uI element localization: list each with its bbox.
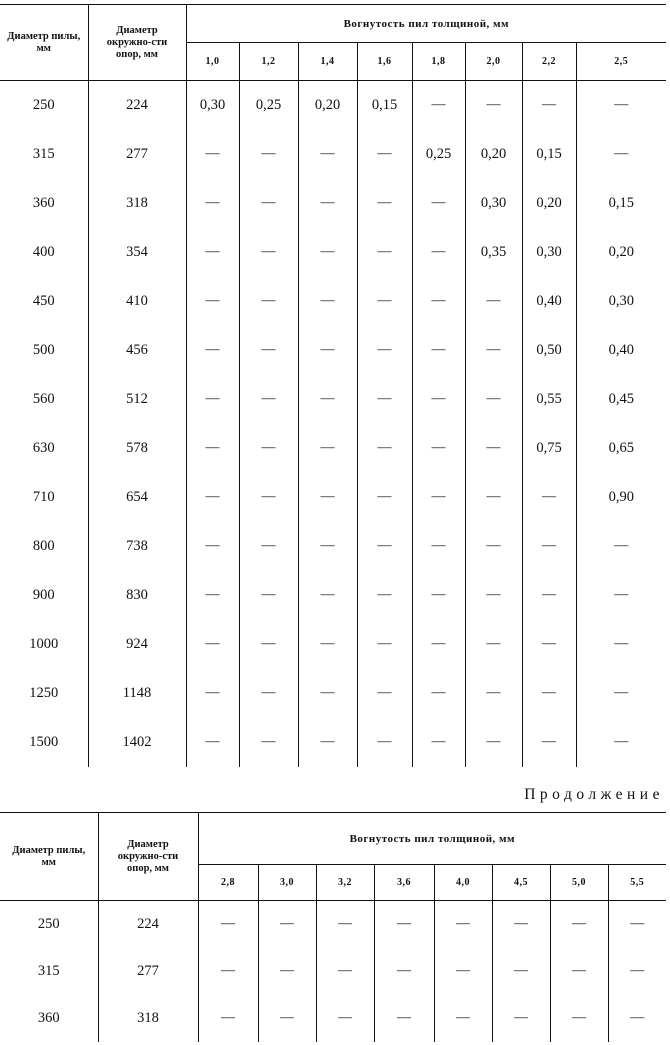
support-diameter-cell: 738 [88, 522, 186, 571]
concavity-value-cell: — [412, 326, 465, 375]
table-row [0, 473, 666, 522]
concavity-value-cell: — [316, 901, 374, 948]
concavity-value-cell: — [239, 424, 298, 473]
saw-diameter-cell: 1000 [29, 635, 59, 652]
concavity-value-cell: — [186, 277, 239, 326]
concavity-value-cell: — [434, 901, 492, 948]
concavity-value-cell: — [239, 718, 298, 767]
concavity-value-cell: 0,50 [522, 326, 576, 375]
concavity-value-cell: — [576, 718, 666, 767]
concavity-value-cell: — [522, 522, 576, 571]
concavity-value-cell: 0,20 [298, 81, 357, 130]
concavity-value-cell: 0,20 [465, 130, 522, 179]
concavity-value-cell: — [576, 130, 666, 179]
concavity-value-cell: — [298, 326, 357, 375]
concavity-value-cell: — [465, 718, 522, 767]
concavity-value-cell: — [576, 81, 666, 130]
concavity-value-cell: 0,15 [522, 130, 576, 179]
support-diameter-cell: 318 [88, 179, 186, 228]
concavity-value-cell: — [357, 179, 412, 228]
concavity-value-cell: — [198, 995, 258, 1042]
concavity-value-cell: 0,30 [186, 81, 239, 130]
concavity-value-cell: 0,20 [522, 179, 576, 228]
concavity-value-cell: — [239, 620, 298, 669]
thickness-header: 4,5 [492, 865, 550, 901]
concavity-value-cell: — [522, 473, 576, 522]
support-diameter-cell: 354 [88, 228, 186, 277]
concavity-value-cell: — [576, 620, 666, 669]
concavity-value-cell: — [239, 326, 298, 375]
concavity-value-cell: 0,65 [576, 424, 666, 473]
concavity-value-cell: — [258, 948, 316, 995]
concavity-value-cell: — [298, 718, 357, 767]
saw-diameter-cell: 800 [32, 537, 55, 554]
thickness-header: 4,0 [434, 865, 492, 901]
saw-diameter-cell: 400 [32, 243, 55, 260]
concavity-value-cell: — [550, 948, 608, 995]
table-row [0, 130, 666, 179]
header-support-diameter: Диаметр окружно-сти опор, мм [88, 5, 186, 81]
concavity-value-cell: — [522, 718, 576, 767]
thickness-header: 1,8 [412, 43, 465, 81]
concavity-value-cell: — [550, 901, 608, 948]
header-concavity: Вогнутость пил толщиной, мм [186, 5, 666, 43]
concavity-value-cell: — [239, 179, 298, 228]
table-row [0, 179, 666, 228]
support-diameter-cell: 224 [88, 81, 186, 130]
concavity-value-cell: — [412, 179, 465, 228]
concavity-value-cell: — [298, 473, 357, 522]
concavity-value-cell: — [357, 620, 412, 669]
concavity-value-cell: — [186, 669, 239, 718]
concavity-value-cell: — [522, 81, 576, 130]
support-diameter-cell: 456 [88, 326, 186, 375]
concavity-value-cell: — [576, 522, 666, 571]
concavity-value-cell: — [186, 473, 239, 522]
concavity-value-cell: — [522, 669, 576, 718]
concavity-value-cell: — [239, 669, 298, 718]
saw-diameter-cell: 1250 [29, 684, 59, 701]
concavity-value-cell: 0,30 [522, 228, 576, 277]
concavity-value-cell: — [465, 669, 522, 718]
concavity-value-cell: — [412, 473, 465, 522]
concavity-value-cell: 0,35 [465, 228, 522, 277]
support-diameter-cell: 578 [88, 424, 186, 473]
concavity-value-cell: — [186, 326, 239, 375]
concavity-value-cell: 0,45 [576, 375, 666, 424]
concavity-value-cell: 0,30 [465, 179, 522, 228]
concavity-value-cell: — [412, 375, 465, 424]
concavity-value-cell: — [465, 81, 522, 130]
continuation-label: Продолжение [524, 786, 664, 803]
support-diameter-cell: 277 [88, 130, 186, 179]
concavity-value-cell: — [465, 424, 522, 473]
concavity-table-continuation [0, 812, 666, 1042]
table-row [0, 424, 666, 473]
concavity-value-cell: — [298, 424, 357, 473]
concavity-value-cell: — [465, 571, 522, 620]
thickness-header: 1,4 [298, 43, 357, 81]
concavity-value-cell: — [608, 948, 666, 995]
saw-diameter-cell: 1500 [29, 733, 59, 750]
support-diameter-cell: 1402 [88, 718, 186, 767]
concavity-value-cell: — [316, 948, 374, 995]
concavity-value-cell: — [198, 948, 258, 995]
concavity-value-cell: — [374, 948, 434, 995]
concavity-value-cell: — [465, 620, 522, 669]
concavity-value-cell: 0,20 [576, 228, 666, 277]
table-row [0, 620, 666, 669]
concavity-value-cell: 0,55 [522, 375, 576, 424]
thickness-header: 2,8 [198, 865, 258, 901]
concavity-value-cell: — [492, 995, 550, 1042]
saw-diameter-cell: 315 [32, 145, 55, 162]
concavity-value-cell: — [186, 620, 239, 669]
thickness-header: 2,5 [576, 43, 666, 81]
table-row [0, 901, 666, 948]
concavity-value-cell: — [298, 277, 357, 326]
concavity-value-cell: — [298, 179, 357, 228]
concavity-value-cell: 0,40 [576, 326, 666, 375]
concavity-value-cell: — [298, 522, 357, 571]
concavity-value-cell: — [412, 81, 465, 130]
saw-diameter-cell: 560 [32, 390, 55, 407]
concavity-value-cell: — [239, 277, 298, 326]
thickness-header: 5,0 [550, 865, 608, 901]
concavity-value-cell: — [239, 228, 298, 277]
thickness-header: 1,0 [186, 43, 239, 81]
table-row [0, 375, 666, 424]
support-diameter-cell: 654 [88, 473, 186, 522]
header-saw-diameter: Диаметр пилы, мм [0, 5, 88, 81]
concavity-value-cell: — [576, 571, 666, 620]
concavity-table [0, 4, 666, 767]
concavity-value-cell: — [298, 130, 357, 179]
concavity-value-cell: 0,40 [522, 277, 576, 326]
thickness-header: 2,2 [522, 43, 576, 81]
concavity-value-cell: — [465, 277, 522, 326]
concavity-value-cell: — [357, 571, 412, 620]
concavity-value-cell: — [239, 130, 298, 179]
thickness-header: 1,6 [357, 43, 412, 81]
support-diameter-cell: 830 [88, 571, 186, 620]
concavity-value-cell: — [412, 228, 465, 277]
concavity-value-cell: — [465, 375, 522, 424]
concavity-value-cell: — [412, 571, 465, 620]
thickness-header: 5,5 [608, 865, 666, 901]
concavity-value-cell: — [357, 130, 412, 179]
concavity-value-cell: — [357, 326, 412, 375]
saw-diameter-cell: 630 [32, 439, 55, 456]
concavity-value-cell: — [298, 669, 357, 718]
concavity-value-cell: — [465, 522, 522, 571]
concavity-value-cell: — [316, 995, 374, 1042]
table-row [0, 326, 666, 375]
concavity-value-cell: 0,75 [522, 424, 576, 473]
concavity-value-cell: — [239, 473, 298, 522]
concavity-value-cell: — [434, 948, 492, 995]
header-support-diameter: Диаметр окружно-сти опор, мм [98, 813, 198, 901]
concavity-value-cell: — [374, 901, 434, 948]
concavity-value-cell: — [608, 995, 666, 1042]
concavity-value-cell: — [357, 228, 412, 277]
concavity-value-cell: — [550, 995, 608, 1042]
thickness-header: 3,0 [258, 865, 316, 901]
concavity-value-cell: — [357, 669, 412, 718]
table-row [0, 522, 666, 571]
concavity-value-cell: — [492, 948, 550, 995]
concavity-value-cell: 0,15 [357, 81, 412, 130]
concavity-value-cell: — [298, 228, 357, 277]
saw-diameter-cell: 450 [32, 292, 55, 309]
concavity-value-cell: — [357, 473, 412, 522]
concavity-value-cell: — [186, 130, 239, 179]
concavity-value-cell: — [186, 522, 239, 571]
concavity-value-cell: — [576, 669, 666, 718]
concavity-value-cell: — [374, 995, 434, 1042]
table-row [0, 571, 666, 620]
concavity-value-cell: — [186, 228, 239, 277]
table-row [0, 228, 666, 277]
concavity-value-cell: — [357, 375, 412, 424]
concavity-value-cell: — [239, 375, 298, 424]
concavity-value-cell: — [412, 424, 465, 473]
concavity-value-cell: — [298, 375, 357, 424]
concavity-value-cell: — [465, 473, 522, 522]
table-row [0, 718, 666, 767]
concavity-value-cell: — [186, 179, 239, 228]
header-saw-diameter: Диаметр пилы, мм [0, 813, 98, 901]
table-row [0, 669, 666, 718]
saw-diameter-cell: 250 [37, 915, 60, 932]
concavity-value-cell: — [522, 571, 576, 620]
concavity-value-cell: — [298, 620, 357, 669]
table-row [0, 948, 666, 995]
concavity-value-cell: — [239, 571, 298, 620]
support-diameter-cell: 924 [88, 620, 186, 669]
concavity-value-cell: 0,25 [239, 81, 298, 130]
thickness-header: 3,6 [374, 865, 434, 901]
table-row [0, 995, 666, 1042]
concavity-value-cell: — [258, 995, 316, 1042]
support-diameter-cell: 512 [88, 375, 186, 424]
saw-diameter-cell: 500 [32, 341, 55, 358]
support-diameter-cell: 277 [98, 948, 198, 995]
saw-diameter-cell: 360 [37, 1009, 60, 1026]
concavity-value-cell: 0,90 [576, 473, 666, 522]
concavity-value-cell: — [258, 901, 316, 948]
concavity-value-cell: — [239, 522, 298, 571]
concavity-value-cell: — [465, 326, 522, 375]
support-diameter-cell: 410 [88, 277, 186, 326]
support-diameter-cell: 1148 [88, 669, 186, 718]
concavity-value-cell: 0,15 [576, 179, 666, 228]
concavity-value-cell: — [608, 901, 666, 948]
saw-diameter-cell: 250 [32, 96, 55, 113]
concavity-value-cell: — [412, 277, 465, 326]
concavity-value-cell: — [357, 277, 412, 326]
thickness-header: 2,0 [465, 43, 522, 81]
table-row [0, 277, 666, 326]
concavity-value-cell: — [492, 901, 550, 948]
support-diameter-cell: 318 [98, 995, 198, 1042]
concavity-value-cell: — [434, 995, 492, 1042]
saw-diameter-cell: 900 [32, 586, 55, 603]
concavity-value-cell: — [186, 571, 239, 620]
concavity-value-cell: — [186, 718, 239, 767]
saw-diameter-cell: 710 [32, 488, 55, 505]
concavity-value-cell: 0,30 [576, 277, 666, 326]
header-concavity: Вогнутость пил толщиной, мм [198, 813, 666, 865]
concavity-value-cell: 0,25 [412, 130, 465, 179]
concavity-value-cell: — [357, 718, 412, 767]
saw-diameter-cell: 360 [32, 194, 55, 211]
concavity-value-cell: — [412, 620, 465, 669]
concavity-value-cell: — [357, 424, 412, 473]
concavity-value-cell: — [412, 522, 465, 571]
thickness-header: 1,2 [239, 43, 298, 81]
concavity-value-cell: — [412, 718, 465, 767]
concavity-value-cell: — [357, 522, 412, 571]
concavity-value-cell: — [298, 571, 357, 620]
concavity-value-cell: — [186, 375, 239, 424]
concavity-value-cell: — [198, 901, 258, 948]
concavity-value-cell: — [412, 669, 465, 718]
concavity-value-cell: — [522, 620, 576, 669]
concavity-value-cell: — [186, 424, 239, 473]
table-row [0, 81, 666, 130]
saw-diameter-cell: 315 [37, 962, 60, 979]
thickness-header: 3,2 [316, 865, 374, 901]
support-diameter-cell: 224 [98, 901, 198, 948]
